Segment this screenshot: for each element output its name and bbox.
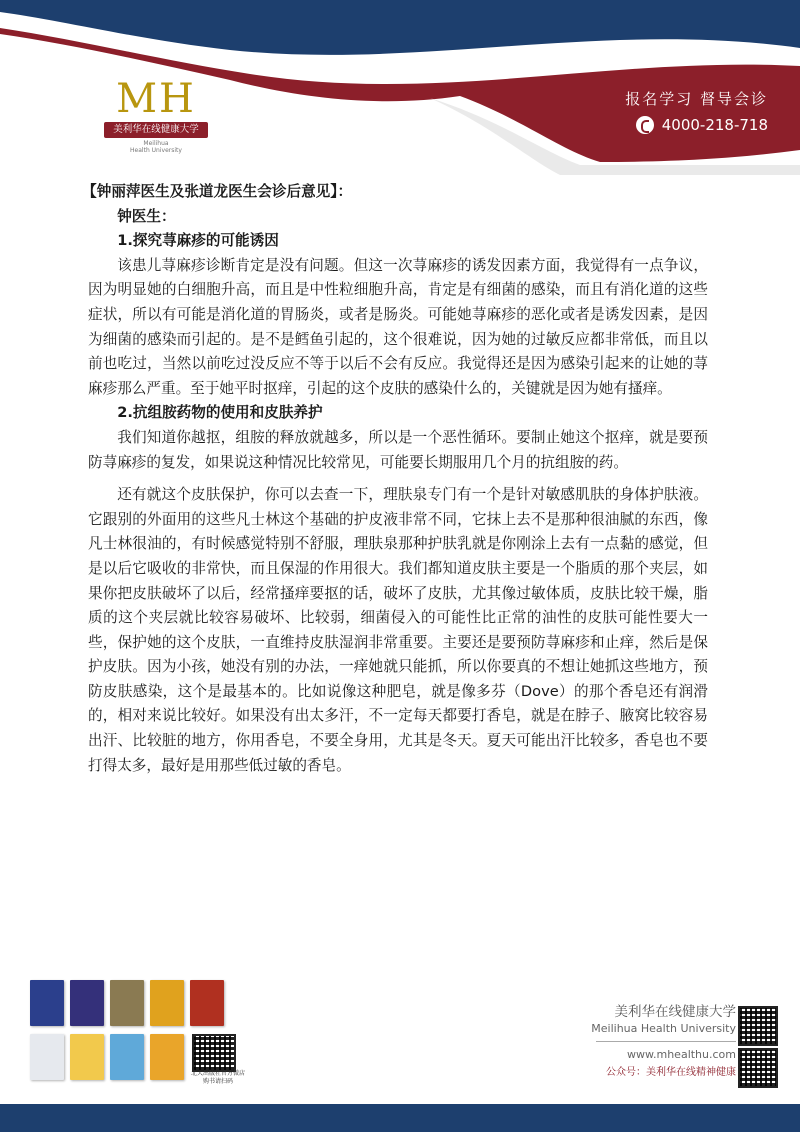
- footer-bar: [0, 1104, 800, 1132]
- book-cover: [70, 980, 104, 1026]
- footer-org-cn: 美利华在线健康大学: [614, 1004, 736, 1020]
- qr-code-icon: [738, 1006, 778, 1046]
- footer-url: www.mhealthu.com: [627, 1048, 736, 1061]
- header-phone: [636, 116, 768, 134]
- book-cover: [70, 1034, 104, 1080]
- phone-number: 4000-218-718: [661, 116, 768, 134]
- document-body: [82, 180, 708, 778]
- paragraph: 我们知道你越抠，组胺的释放就越多，所以是一个恶性循环。要制止她这个抠痒，就是要预防荨麻疹的复发，如果说这种情况比较常见，可能要长期服用几个月的抗组胺的药。: [88, 428, 708, 471]
- section-2-heading: 2.抗组胺药物的使用和皮肤养护: [117, 404, 323, 422]
- qr-caption-line-1: 北大出版社官方微店: [190, 1070, 245, 1077]
- book-cover: [30, 980, 64, 1026]
- footer-divider: [596, 1041, 736, 1042]
- book-cover: [150, 1034, 184, 1080]
- book-cover: [110, 1034, 144, 1080]
- book-cover: [110, 980, 144, 1026]
- logo-mark: MH: [116, 76, 196, 122]
- logo-sub-line-2: Health University: [130, 147, 182, 154]
- book-cover: [150, 980, 184, 1026]
- logo-sub-line-1: Meilihua: [143, 140, 169, 147]
- document-title: 【钟丽萍医生及张道龙医生会诊后意见】：: [82, 183, 353, 200]
- logo: [98, 72, 214, 156]
- qr-code-icon: [192, 1034, 236, 1072]
- header-cta: 报名学习 督导会诊: [625, 90, 768, 108]
- book-cover: [30, 1034, 64, 1080]
- logo-subtitle: [98, 140, 214, 154]
- footer-info: [591, 1000, 736, 1078]
- qr-caption: [188, 1070, 248, 1086]
- phone-icon: [636, 116, 654, 134]
- footer-org-en: Meilihua Health University: [591, 1022, 736, 1035]
- paragraph: 还有就这个皮肤保护，你可以去查一下，理肤泉专门有一个是针对敏感肌肤的身体护肤液。它跟别的外面用的这些凡士林这个基础的护皮液非常不同，它抹上去不是那种很油腻的东西，像凡士林很油的，有时候感觉特别不舒服，理肤泉那种护肤乳就是你刚涂上去有一点黏的感觉，但是以后它吸收的非常快，而且保湿的作用很大。我们都知道皮肤主要是一个脂质的那个夹层，如果你把皮肤破坏了以后，经常搔痒要抠的话，破坏了皮肤，尤其像过敏体质，皮肤比较干燥，脂质的这个夹层就比较容易破坏、比较弱，细菌侵入的可能性比正常的油性的皮肤可能性要大一些，保护她的这个皮肤，一直维持皮肤湿润非常重要。主要还是要预防荨麻疹和止痒，然后是保护皮肤。因为小孩，她没有别的办法，一痒她就只能抓，所以你要真的不想让她抓这些地方，预防皮肤感染，这个是最基本的。比如说像这种肥皂，就是像多芬（Dove）的那个香皂还有润滑的，相对来说比较好。如果没有出太多汗，不一定每天都要打香皂，就是在脖子、腋窝比较容易出汗、比较脏的地方，你用香皂，不要全身用，尤其是冬天。夏天可能出汗比较多，香皂也不要打得太多，最好是用那些低过敏的香皂。: [88, 486, 708, 774]
- footer-wechat: 公众号：美利华在线精神健康: [606, 1067, 736, 1078]
- speaker-label: 钟医生：: [117, 207, 176, 225]
- logo-banner: 美利华在线健康大学: [104, 122, 208, 138]
- qr-caption-line-2: 购书请扫码: [202, 1078, 233, 1085]
- book-cover: [190, 980, 224, 1026]
- qr-code-icon: [738, 1048, 778, 1088]
- section-1-heading: 1.探究荨麻疹的可能诱因: [117, 232, 279, 250]
- paragraph: 该患儿荨麻疹诊断肯定是没有问题。但这一次荨麻疹的诱发因素方面，我觉得有一点争议，因为明显她的白细胞升高，而且是中性粒细胞升高，肯定是有细菌的感染，而且有消化道的这些症状，所以有可能是消化道的胃肠炎，或者是肠炎。可能她荨麻疹的恶化或者是诱发因素，是因为细菌的感染而引起的。是不是鳕鱼引起的，这个很难说，因为她的过敏反应都非常低，而且以前也吃过，当然以前吃过没反应不等于以后不会有反应。我觉得还是因为感染引起来的让她的荨麻疹那么严重。至于她平时抠痒，引起的这个皮肤的感染什么的，关键就是因为她有搔痒。: [88, 256, 708, 397]
